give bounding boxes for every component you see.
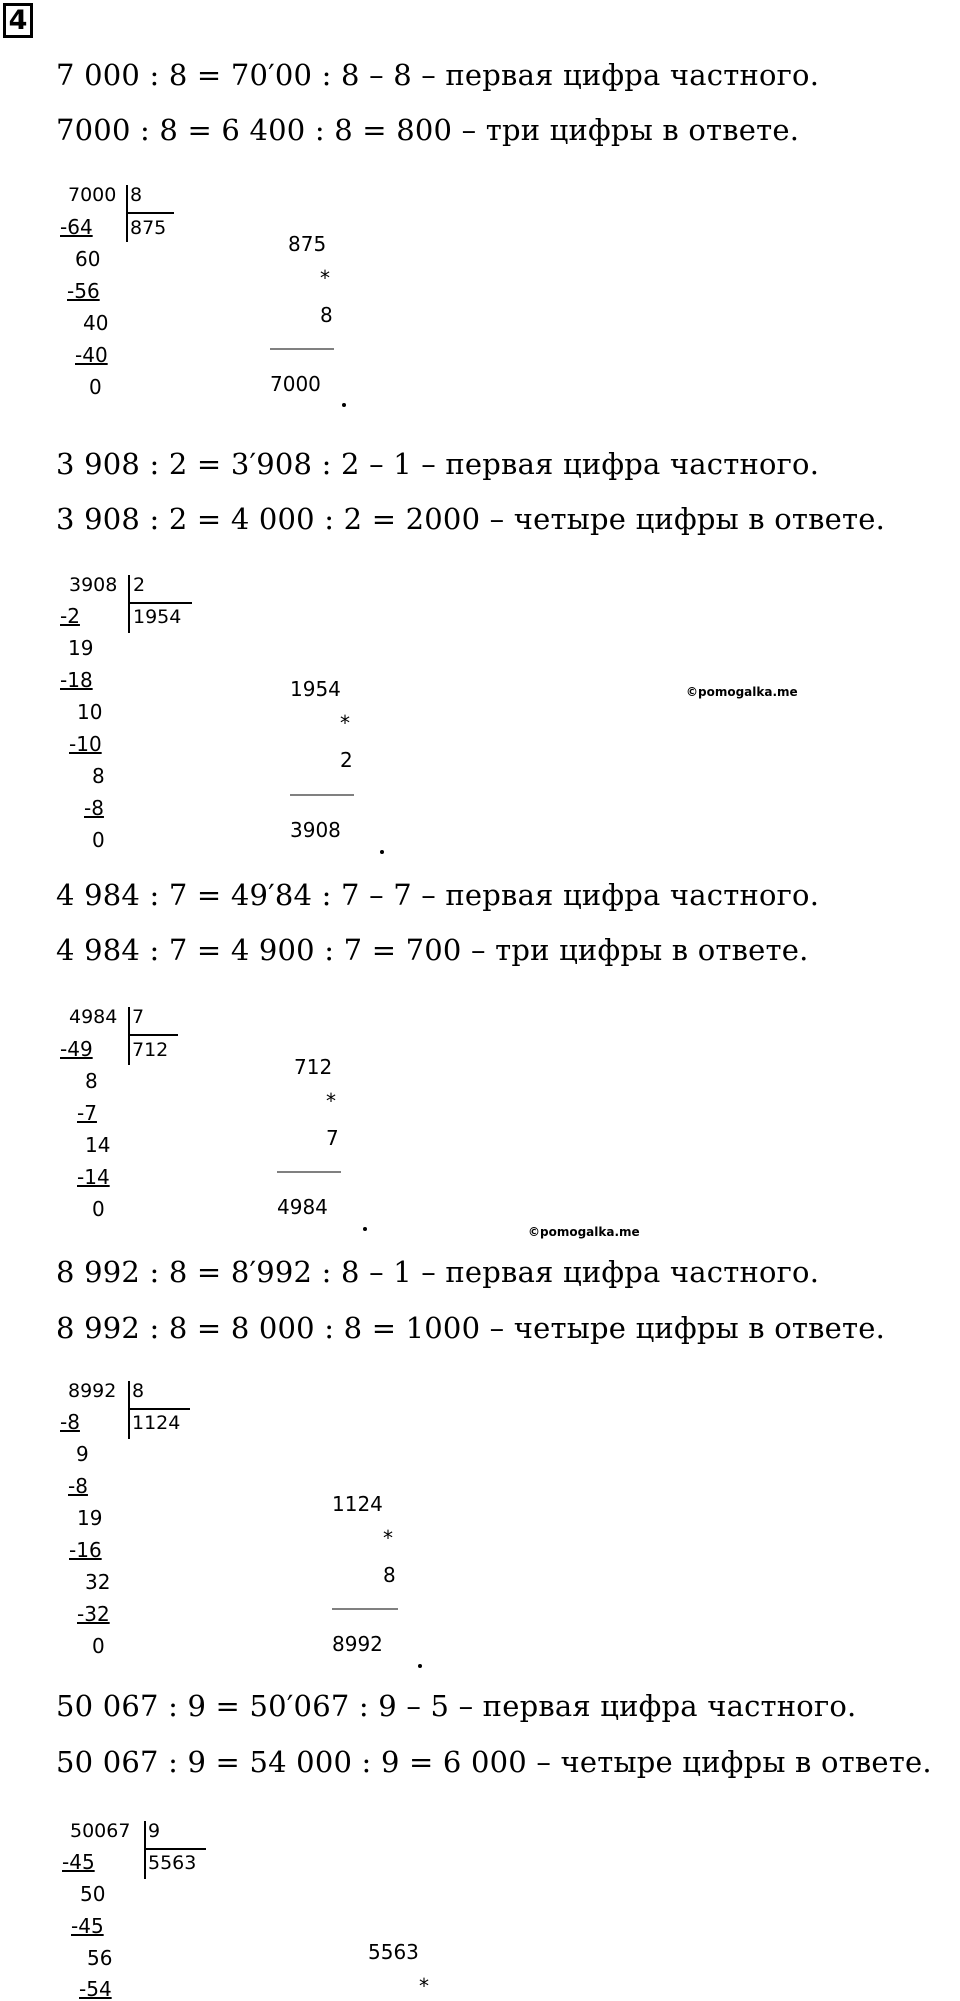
divisor: 8 [132,1380,145,1402]
remainder: 56 [87,1946,113,1970]
equation-line: 3 908 : 2 = 4 000 : 2 = 2000 – четыре цифры в ответе. [56,502,886,536]
subtrahend: -40 [75,343,108,367]
remainder: 0 [92,828,105,852]
check-rule [270,348,334,350]
check-operator: * [326,1089,336,1113]
task-number-badge: 4 [3,3,33,38]
divisor: 8 [130,184,143,206]
check-rule [332,1608,398,1610]
divisor: 9 [148,1820,161,1842]
subtrahend: -8 [84,796,104,820]
subtrahend: -7 [77,1101,97,1125]
subtrahend: -10 [69,732,102,756]
equation-line: 4 984 : 7 = 4 900 : 7 = 700 – три цифры в ответе. [56,933,809,967]
watermark: ©pomogalka.me [528,1225,640,1239]
check-operator: * [320,266,330,290]
division-bracket [128,575,130,633]
division-bracket [128,1007,130,1065]
check-operator: * [340,711,350,735]
check-multiplier: 8 [320,303,333,327]
division-bracket [144,1848,206,1850]
divisor: 2 [133,574,146,596]
remainder: 0 [92,1634,105,1658]
check-rule [277,1171,341,1173]
remainder: 0 [92,1197,105,1221]
check-result: 7000 [270,372,321,396]
check-operator: * [383,1526,393,1550]
subtrahend: -54 [79,1977,112,2001]
check-multiplicand: 1124 [332,1492,383,1516]
equation-line: 4 984 : 7 = 49′84 : 7 – 7 – первая цифра частного. [56,878,820,912]
check-result: 3908 [290,818,341,842]
subtrahend: -49 [60,1037,93,1061]
dividend: 8992 [68,1380,117,1402]
division-bracket [128,1034,178,1036]
dividend: 50067 [70,1820,131,1842]
quotient: 5563 [148,1852,197,1874]
subtrahend: -32 [77,1602,110,1626]
period-mark [342,403,346,407]
remainder: 8 [92,764,105,788]
equation-line: 8 992 : 8 = 8′992 : 8 – 1 – первая цифра частного. [56,1255,820,1289]
division-bracket [126,212,174,214]
subtrahend: -64 [60,215,93,239]
remainder: 14 [85,1133,111,1157]
equation-line: 8 992 : 8 = 8 000 : 8 = 1000 – четыре цифры в ответе. [56,1311,886,1345]
equation-line: 50 067 : 9 = 50′067 : 9 – 5 – первая цифра частного. [56,1689,857,1723]
subtrahend: -8 [68,1474,88,1498]
remainder: 19 [77,1506,103,1530]
quotient: 875 [130,217,167,239]
check-multiplier: 2 [340,748,353,772]
remainder: 32 [85,1570,111,1594]
subtrahend: -14 [77,1165,110,1189]
period-mark [363,1227,367,1231]
period-mark [418,1664,422,1668]
subtrahend: -2 [60,604,80,628]
equation-line: 3 908 : 2 = 3′908 : 2 – 1 – первая цифра частного. [56,447,820,481]
equation-line: 7 000 : 8 = 70′00 : 8 – 8 – первая цифра частного. [56,58,820,92]
divisor: 7 [132,1006,145,1028]
check-result: 4984 [277,1195,328,1219]
remainder: 40 [83,311,109,335]
equation-line: 50 067 : 9 = 54 000 : 9 = 6 000 – четыре цифры в ответе. [56,1745,932,1779]
subtrahend: -8 [60,1410,80,1434]
remainder: 19 [68,636,94,660]
check-multiplicand: 5563 [368,1940,419,1964]
remainder: 10 [77,700,103,724]
division-bracket [126,185,128,242]
remainder: 60 [75,247,101,271]
subtrahend: -45 [62,1850,95,1874]
check-result: 8992 [332,1632,383,1656]
check-multiplier: 8 [383,1563,396,1587]
subtrahend: -45 [71,1914,104,1938]
quotient: 1124 [132,1412,181,1434]
subtrahend: -18 [60,668,93,692]
check-multiplicand: 1954 [290,677,341,701]
dividend: 4984 [69,1006,118,1028]
remainder: 8 [85,1069,98,1093]
dividend: 3908 [69,574,118,596]
dividend: 7000 [68,184,117,206]
division-bracket [128,1381,130,1439]
check-multiplicand: 712 [294,1055,333,1079]
check-rule [290,794,354,796]
check-multiplier: 7 [326,1126,339,1150]
quotient: 1954 [133,606,182,628]
division-bracket [128,1408,190,1410]
remainder: 0 [89,375,102,399]
subtrahend: -16 [69,1538,102,1562]
remainder: 9 [76,1442,89,1466]
equation-line: 7000 : 8 = 6 400 : 8 = 800 – три цифры в ответе. [56,113,800,147]
remainder: 50 [80,1882,106,1906]
check-multiplicand: 875 [288,232,327,256]
quotient: 712 [132,1039,169,1061]
period-mark [380,850,384,854]
division-bracket [144,1821,146,1879]
check-operator: * [419,1974,429,1998]
division-bracket [128,602,192,604]
watermark: ©pomogalka.me [686,685,798,699]
subtrahend: -56 [67,279,100,303]
